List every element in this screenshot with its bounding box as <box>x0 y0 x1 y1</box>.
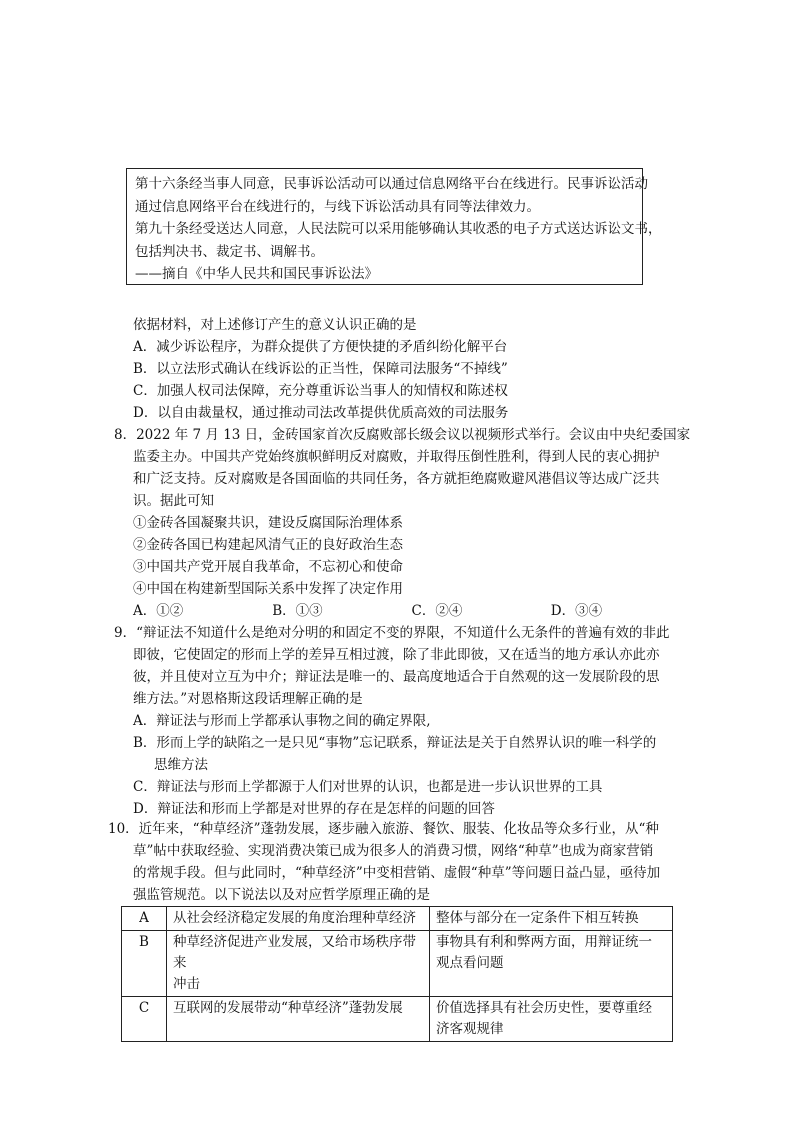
option-b: B．以立法形式确认在线诉讼的正当性，保障司法服务“不掉线” <box>133 361 508 377</box>
cell-line: 价值选择具有社会历史性，要尊重经 <box>436 1000 652 1016</box>
row-statement <box>167 931 430 997</box>
question-stem-line: 8．2022 年 7 月 13 日，金砖国家首次反腐败部长级会议以视频形式举行。会议由中央纪委国家 <box>114 427 691 443</box>
quote-line: 通过信息网络平台在线进行的，与线下诉讼活动具有同等法律效力。 <box>135 198 540 215</box>
question-10 <box>108 818 690 906</box>
table-row <box>122 997 673 1042</box>
answer-table <box>121 906 673 1042</box>
question-stem-line: 识。据此可知 <box>133 493 214 509</box>
option-a: A．减少诉讼程序，为群众提供了方便快捷的矛盾纠纷化解平台 <box>133 339 508 355</box>
question-9 <box>114 622 690 820</box>
question-stem-line: 草”帖中获取经验、实现消费决策已成为很多人的消费习惯，网络“种草”也成为商家营销 <box>133 843 654 859</box>
row-principle <box>430 931 673 997</box>
cell-line: 观点看问题 <box>436 955 504 971</box>
question-stem-line: 和广泛支持。反对腐败是各国面临的共同任务，各方就拒绝腐败避风港倡议等达成广泛共 <box>133 471 660 487</box>
table-row <box>122 931 673 997</box>
quote-line: 第九十条经受送达人同意，人民法院可以采用能够确认其收悉的电子方式送达诉讼文书， <box>135 221 662 237</box>
statement-3: ③中国共产党开展自我革命，不忘初心和使命 <box>133 559 403 575</box>
cell-line: 互联网的发展带动“种草经济”蓬勃发展 <box>173 1000 403 1016</box>
option-b-continued: 思维方法 <box>154 757 208 773</box>
question-stem-line: 10．近年来，“种草经济”蓬勃发展，逐步融入旅游、餐饮、服装、化妆品等众多行业，从“种 <box>108 821 659 837</box>
question-stem-line: 即彼，它使固定的形而上学的差异互相过渡，除了非此即彼，又在适当的地方承认亦此亦 <box>133 647 660 663</box>
choice-b: B．①③ <box>272 603 323 619</box>
law-excerpt-box <box>126 168 662 285</box>
cell-line: 种草经济促进产业发展，又给市场秩序带来 <box>173 934 416 971</box>
quote-source: ——摘自《中华人民共和国民事诉讼法》 <box>135 266 378 282</box>
quote-line: 第十六条经当事人同意，民事诉讼活动可以通过信息网络平台在线进行。民事诉讼活动 <box>135 176 648 192</box>
question-stem-line: 彼，并且使对立互为中介；辩证法是唯一的、最高度地适合于自然观的这一发展阶段的思 <box>133 669 660 685</box>
option-d: D．以自由裁量权，通过推动司法改革提供优质高效的司法服务 <box>133 405 509 421</box>
option-d: D．辩证法和形而上学都是对世界的存在是怎样的问题的回答 <box>133 801 495 817</box>
row-key: A <box>122 907 167 931</box>
question-stem-line: 强监管规范。以下说法以及对应哲学原理正确的是 <box>133 887 430 903</box>
row-principle <box>430 997 673 1042</box>
cell-line: 从社会经济稳定发展的角度治理种草经济 <box>173 910 416 926</box>
choice-a: A．①② <box>133 603 184 619</box>
question-stem-line: 9．“辩证法不知道什么是绝对分明的和固定不变的界限，不知道什么无条件的普遍有效的非此 <box>114 625 670 641</box>
choice-c: C．②④ <box>411 603 463 619</box>
option-c: C．辩证法与形而上学都源于人们对世界的认识，也都是进一步认识世界的工具 <box>133 779 603 795</box>
row-principle <box>430 907 673 931</box>
row-key: B <box>122 931 167 997</box>
choice-row <box>114 600 690 622</box>
row-statement <box>167 997 430 1042</box>
table-row <box>122 907 673 931</box>
cell-line: 整体与部分在一定条件下相互转换 <box>436 910 639 926</box>
cell-line: 事物具有利和弊两方面，用辩证统一 <box>436 934 652 950</box>
row-statement <box>167 907 430 931</box>
quote-line: 包括判决书、裁定书、调解书。 <box>135 243 324 260</box>
row-key: C <box>122 997 167 1042</box>
option-c: C．加强人权司法保障，充分尊重诉讼当事人的知情权和陈述权 <box>133 383 508 399</box>
statement-2: ②金砖各国已构建起风清气正的良好政治生态 <box>133 537 403 553</box>
cell-line: 冲击 <box>173 976 200 992</box>
statement-4: ④中国在构建新型国际关系中发挥了决定作用 <box>133 581 403 597</box>
option-a: A．辩证法与形而上学都承认事物之间的确定界限, <box>133 713 431 729</box>
question-stem-line: 维方法。”对恩格斯这段话理解正确的是 <box>133 691 363 707</box>
question-stem-line: 的常规手段。但与此同时，“种草经济”中变相营销、虚假“种草”等问题日益凸显，亟待加 <box>133 865 661 881</box>
question-8 <box>114 424 690 622</box>
option-b: B．形而上学的缺陷之一是只见“事物”忘记联系，辩证法是关于自然界认识的唯一科学的 <box>133 735 657 751</box>
choice-d: D．③④ <box>550 603 603 619</box>
cell-line: 济客观规律 <box>436 1021 504 1037</box>
statement-1: ①金砖各国凝聚共识，建设反腐国际治理体系 <box>133 515 403 531</box>
question-7 <box>114 314 690 424</box>
question-stem: 依据材料，对上述修订产生的意义认识正确的是 <box>133 317 417 333</box>
question-stem-line: 监委主办。中国共产党始终旗帜鲜明反对腐败，并取得压倒性胜利，得到人民的衷心拥护 <box>133 449 660 465</box>
